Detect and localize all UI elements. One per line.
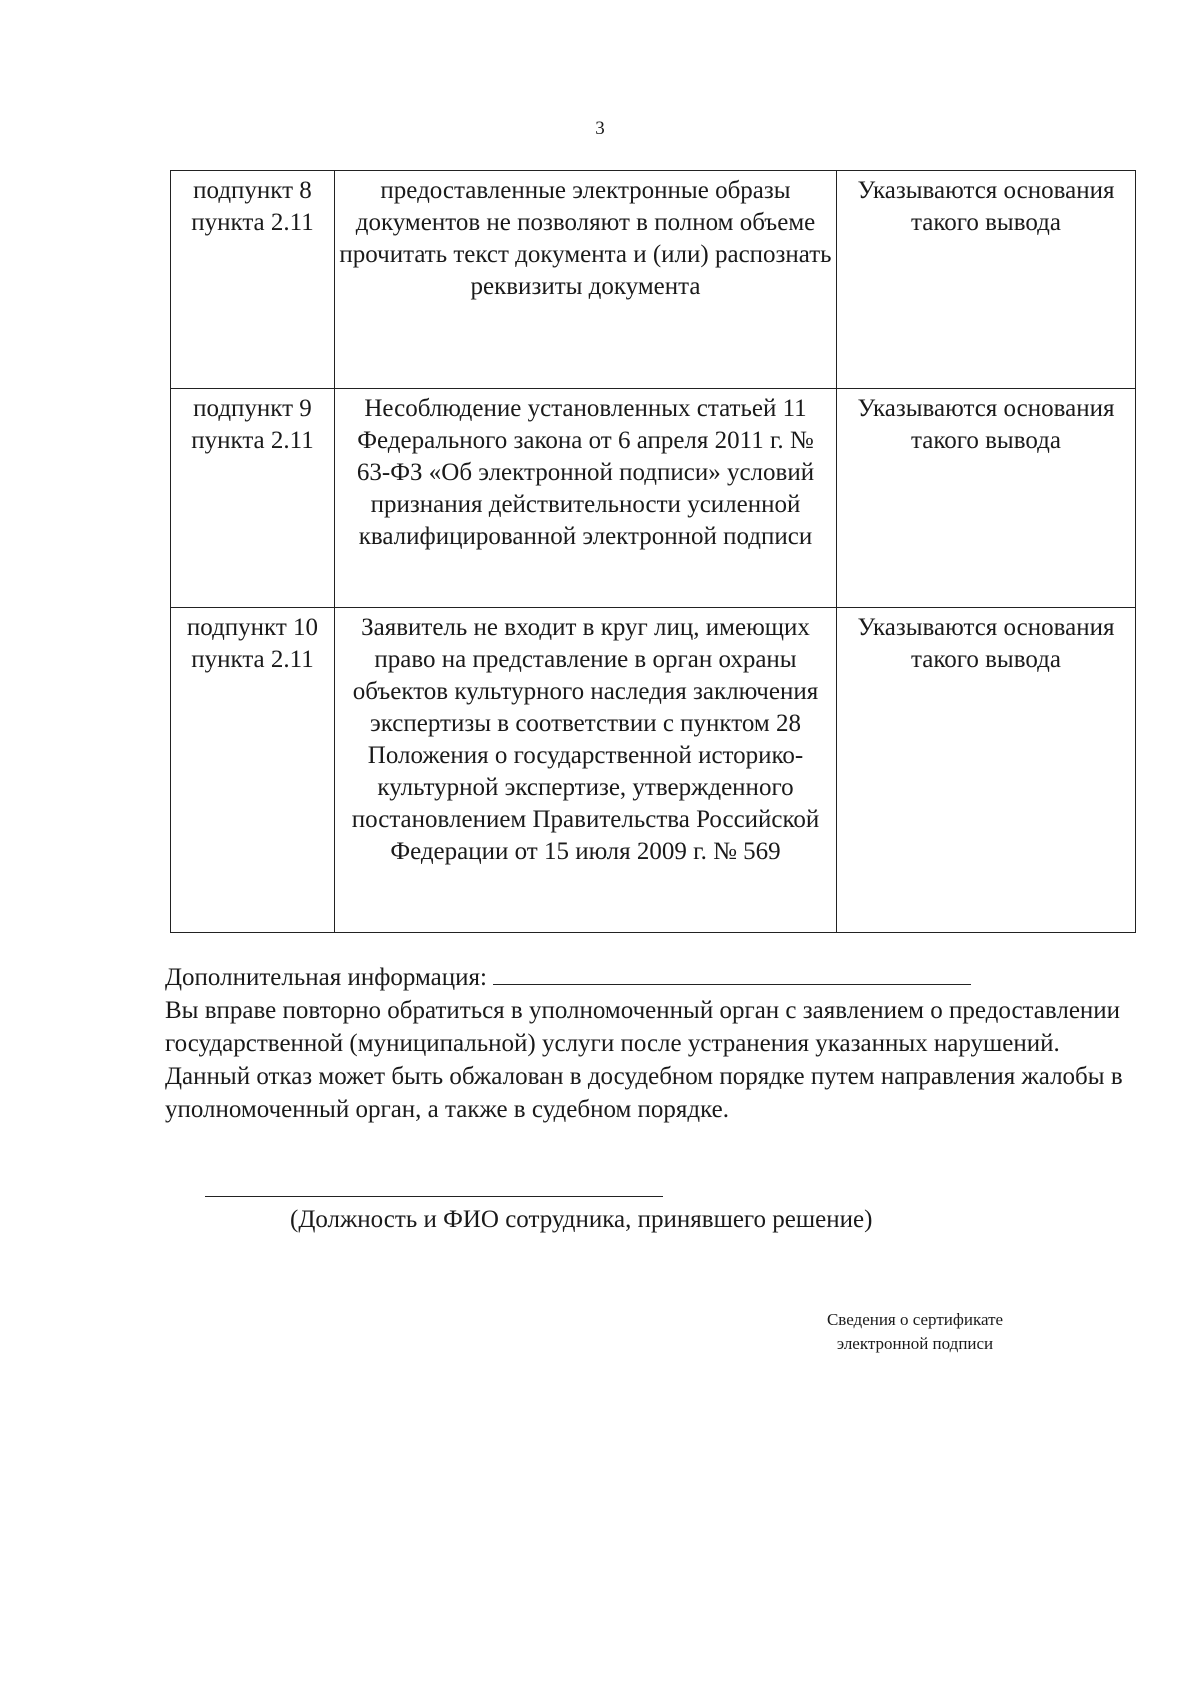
additional-info-blank (493, 960, 971, 985)
table-row (171, 171, 1136, 389)
signature-line (205, 1196, 663, 1197)
appeal-paragraph: Данный отказ может быть обжалован в досудебном порядке путем направления жалобы в уполномоченный орган, а также в судебном порядке. (165, 1063, 1123, 1123)
clause-reference: подпункт 8 пункта 2.11 (171, 171, 335, 389)
additional-info-line (165, 960, 1145, 994)
certificate-stamp (780, 1308, 1050, 1356)
ground-explanation: Указываются основания такого вывода (837, 608, 1136, 933)
ground-explanation: Указываются основания такого вывода (837, 171, 1136, 389)
refusal-ground: предоставленные электронные образы документов не позволяют в полном объеме прочитать текст документа и (или) распознать реквизиты документа (335, 171, 837, 389)
table-row (171, 389, 1136, 608)
clause-reference: подпункт 9 пункта 2.11 (171, 389, 335, 608)
clause-reference: подпункт 10 пункта 2.11 (171, 608, 335, 933)
page-number: 3 (595, 118, 605, 139)
table-row (171, 608, 1136, 933)
reapply-paragraph: Вы вправе повторно обратиться в уполномоченный орган с заявлением о предоставлении государственной (муниципальной) услуги после устранения указанных нарушений. (165, 997, 1121, 1057)
additional-info-section (165, 960, 1145, 1126)
certificate-stamp-line1: Сведения о сертификате (826, 1310, 1004, 1329)
additional-info-label: Дополнительная информация: (165, 964, 487, 991)
refusal-ground: Несоблюдение установленных статьей 11 Федерального закона от 6 апреля 2011 г. № 63-ФЗ «Об электронной подписи» условий признания действительности усиленной квалифицированной электронной подписи (335, 389, 837, 608)
ground-explanation: Указываются основания такого вывода (837, 389, 1136, 608)
refusal-grounds-table (170, 170, 1136, 933)
signature-caption: (Должность и ФИО сотрудника, принявшего решение) (290, 1206, 873, 1233)
refusal-ground: Заявитель не входит в круг лиц, имеющих право на представление в орган охраны объектов культурного наследия заключения экспертизы в соответствии с пунктом 28 Положения о государственной историко-культурной экспертизе, утвержденного постановлением Правительства Российской Федерации от 15 июля 2009 г. № 569 (335, 608, 837, 933)
certificate-stamp-line2: электронной подписи (836, 1334, 994, 1353)
